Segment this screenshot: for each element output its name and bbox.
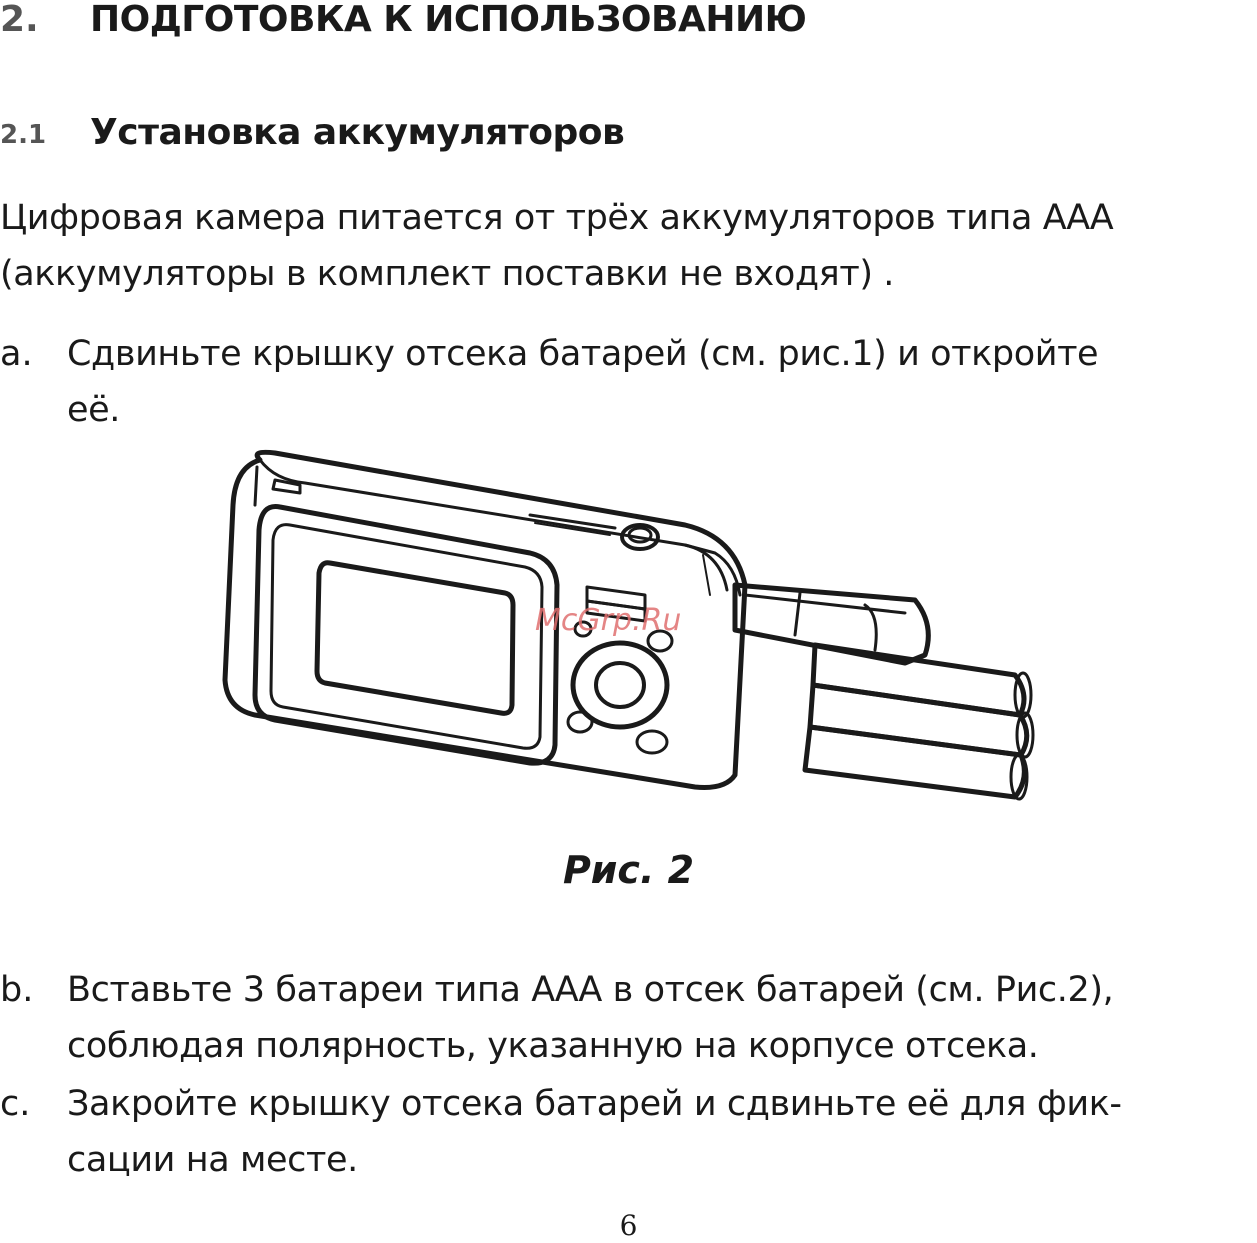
intro-paragraph	[0, 190, 1257, 302]
step-a-text	[67, 326, 1252, 438]
page-number: 6	[619, 1209, 638, 1242]
step-b-marker: b.	[0, 970, 34, 1010]
step-b-line-2: соблюдая полярность, указанную на корпусе отсека.	[67, 1026, 1039, 1066]
subsection-number: 2.1	[0, 120, 47, 150]
step-c-line-1: Закройте крышку отсека батарей и сдвиньте её для фик-	[67, 1084, 1122, 1124]
step-c-line-2: сации на месте.	[67, 1140, 358, 1180]
intro-line-2: (аккумуляторы в комплект поставки не входят) .	[0, 254, 895, 294]
step-a-line-1: Сдвиньте крышку отсека батарей (см. рис.1) и откройте	[67, 334, 1099, 374]
step-c-marker: c.	[0, 1084, 31, 1124]
section-number: 2.	[0, 0, 39, 40]
step-a-marker: a.	[0, 334, 33, 374]
step-a-line-2: её.	[67, 390, 120, 430]
step-c-text	[67, 1076, 1252, 1188]
figure-caption: Рис. 2	[562, 848, 695, 892]
watermark: McGrp.Ru	[535, 603, 682, 638]
step-b-text	[67, 962, 1252, 1074]
intro-line-1: Цифровая камера питается от трёх аккумуляторов типа ААА	[0, 198, 1114, 238]
subsection-title: Установка аккумуляторов	[90, 112, 625, 153]
step-b-line-1: Вставьте 3 батареи типа ААА в отсек батарей (см. Рис.2),	[67, 970, 1114, 1010]
section-title: ПОДГОТОВКА К ИСПОЛЬЗОВАНИЮ	[90, 0, 807, 40]
